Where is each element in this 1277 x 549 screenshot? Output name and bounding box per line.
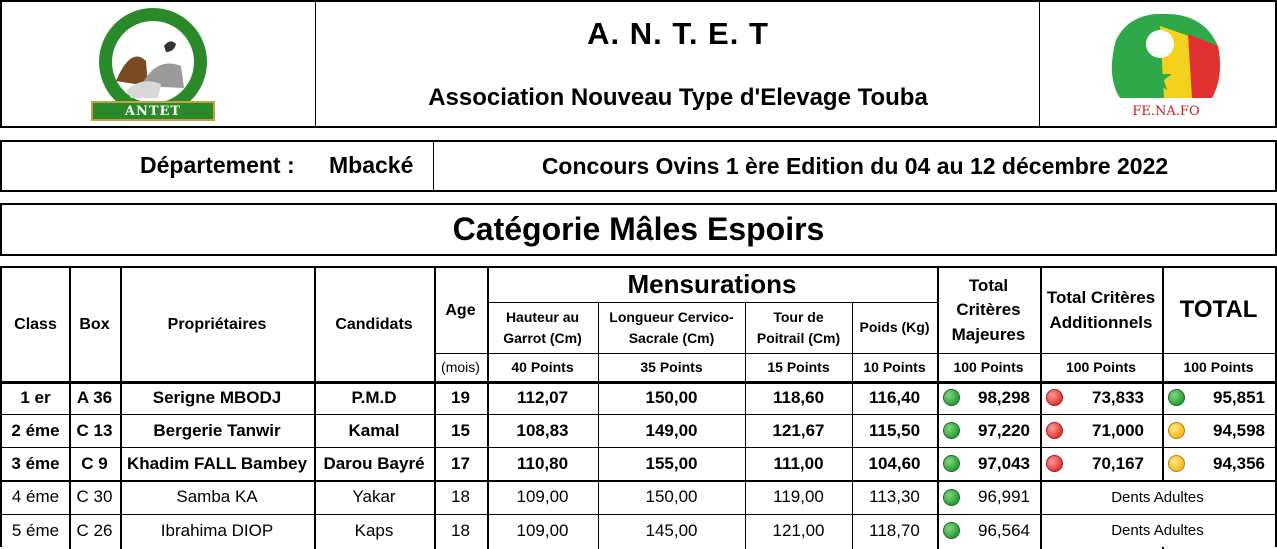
cell-weight: 118,70: [869, 520, 920, 540]
cell-class: 5 éme: [11, 520, 60, 540]
cell-total: 94,598: [1213, 420, 1265, 440]
cell-class: 2 éme: [11, 420, 60, 440]
cell-length: 145,00: [645, 520, 698, 540]
cell-major-total: 97,220: [978, 420, 1030, 440]
fenafo-logo-caption: FE.NA.FO: [1132, 103, 1200, 119]
status-red-icon: [1046, 422, 1063, 439]
cell-weight: 115,50: [868, 420, 921, 440]
status-yellow-icon: [1168, 455, 1185, 472]
cell-chest: 121,00: [772, 520, 825, 540]
cell-candidate: P.M.D: [351, 387, 397, 407]
cell-chest: 121,67: [772, 420, 825, 440]
cell-length: 150,00: [645, 387, 698, 407]
cell-age: 18: [451, 520, 470, 540]
col-header-length: Longueur Cervico-Sacrale (Cm): [609, 308, 734, 346]
cell-additional-total: 73,833: [1092, 387, 1144, 407]
cell-weight: 104,60: [868, 453, 921, 473]
cell-class: 1 er: [20, 387, 51, 407]
cell-age: 15: [451, 420, 470, 440]
col-header-total-points: 100 Points: [1183, 358, 1254, 375]
col-header-length-points: 35 Points: [640, 358, 703, 375]
department-bar: [0, 140, 1277, 192]
status-red-icon: [1046, 389, 1063, 406]
col-header-candidates: Candidats: [335, 315, 413, 333]
cell-chest: 118,60: [772, 387, 825, 407]
cell-box: C 9: [81, 453, 108, 473]
cell-major-total: 96,991: [978, 487, 1030, 506]
col-header-chest: Tour de Poitrail (Cm): [756, 308, 841, 346]
status-green-icon: [943, 455, 960, 472]
status-green-icon: [943, 389, 960, 406]
cell-owner: Ibrahima DIOP: [160, 520, 274, 540]
page-title: A. N. T. E. T: [587, 16, 769, 51]
cell-chest: 119,00: [773, 487, 824, 506]
col-header-height-points: 40 Points: [511, 358, 574, 375]
cell-additional-total: 71,000: [1092, 420, 1144, 440]
status-green-icon: [1168, 389, 1185, 406]
cell-additional-total: 70,167: [1092, 453, 1144, 473]
cell-major-total: 98,298: [978, 387, 1030, 407]
divider: [433, 142, 434, 190]
col-header-owners: Propriétaires: [167, 315, 267, 333]
antet-logo-icon: [86, 6, 220, 126]
cell-major-total: 97,043: [978, 453, 1030, 473]
cell-height: 109,00: [516, 487, 569, 506]
cell-height: 110,80: [516, 453, 569, 473]
antet-logo-banner: ANTET: [124, 103, 182, 119]
cell-age: 19: [451, 387, 470, 407]
cell-owner: Samba KA: [176, 487, 258, 506]
col-header-major: Total Critères Majeures: [951, 275, 1026, 344]
cell-weight: 113,30: [869, 487, 920, 506]
cell-candidate: Kaps: [354, 520, 394, 540]
col-header-weight: Poids (Kg): [859, 319, 930, 335]
cell-major-total: 96,564: [978, 520, 1030, 540]
status-green-icon: [943, 489, 960, 506]
category-title: Catégorie Mâles Espoirs: [0, 203, 1277, 256]
cell-age: 17: [451, 453, 470, 473]
cell-class: 3 éme: [11, 453, 60, 473]
status-red-icon: [1046, 455, 1063, 472]
cell-note: Dents Adultes: [1111, 522, 1204, 539]
cell-note: Dents Adultes: [1111, 488, 1204, 506]
page-subtitle: Association Nouveau Type d'Elevage Touba: [428, 84, 928, 111]
cell-candidate: Yakar: [352, 487, 396, 506]
cell-owner: Bergerie Tanwir: [153, 420, 281, 440]
cell-box: C 30: [76, 487, 113, 506]
fenafo-logo-icon: [1100, 6, 1232, 122]
contest-title: Concours Ovins 1 ère Edition du 04 au 12 décembre 2022: [541, 152, 1169, 179]
cell-owner: Khadim FALL Bambey: [126, 453, 308, 473]
header-banner: [0, 0, 1277, 128]
cell-height: 109,00: [516, 520, 569, 540]
col-header-chest-points: 15 Points: [767, 358, 830, 375]
cell-class: 4 éme: [11, 487, 60, 506]
cell-height: 112,07: [516, 387, 569, 407]
col-header-weight-points: 10 Points: [863, 358, 926, 375]
col-header-age-unit: (mois): [441, 358, 480, 375]
cell-owner: Serigne MBODJ: [152, 387, 282, 407]
department-value: Mbacké: [329, 152, 414, 178]
results-table: [0, 266, 1277, 547]
cell-box: C 13: [76, 420, 113, 440]
cell-length: 149,00: [645, 420, 698, 440]
cell-chest: 111,00: [773, 453, 824, 473]
divider: [315, 2, 316, 126]
cell-total: 94,356: [1213, 453, 1265, 473]
col-header-additional-points: 100 Points: [1065, 358, 1137, 375]
cell-total: 95,851: [1213, 387, 1265, 407]
cell-age: 18: [451, 487, 470, 506]
cell-height: 108,83: [516, 420, 569, 440]
department-label: Département :: [140, 152, 295, 178]
col-header-box: Box: [79, 315, 110, 333]
cell-box: A 36: [76, 387, 113, 407]
divider: [1039, 2, 1040, 126]
col-header-additional: Total Critères Additionnels: [1046, 287, 1156, 332]
cell-candidate: Darou Bayré: [323, 453, 425, 473]
cell-weight: 116,40: [868, 387, 921, 407]
cell-candidate: Kamal: [348, 420, 400, 440]
cell-length: 150,00: [645, 487, 698, 506]
col-header-major-points: 100 Points: [953, 358, 1024, 375]
col-header-height: Hauteur au Garrot (Cm): [503, 308, 582, 346]
col-header-mensurations: Mensurations: [627, 269, 797, 300]
cell-length: 155,00: [645, 453, 698, 473]
status-yellow-icon: [1168, 422, 1185, 439]
cell-box: C 26: [76, 520, 113, 540]
status-green-icon: [943, 522, 960, 539]
col-header-age: Age: [445, 301, 476, 319]
col-header-total: TOTAL: [1179, 296, 1258, 324]
status-green-icon: [943, 422, 960, 439]
col-header-class: Class: [14, 315, 57, 333]
